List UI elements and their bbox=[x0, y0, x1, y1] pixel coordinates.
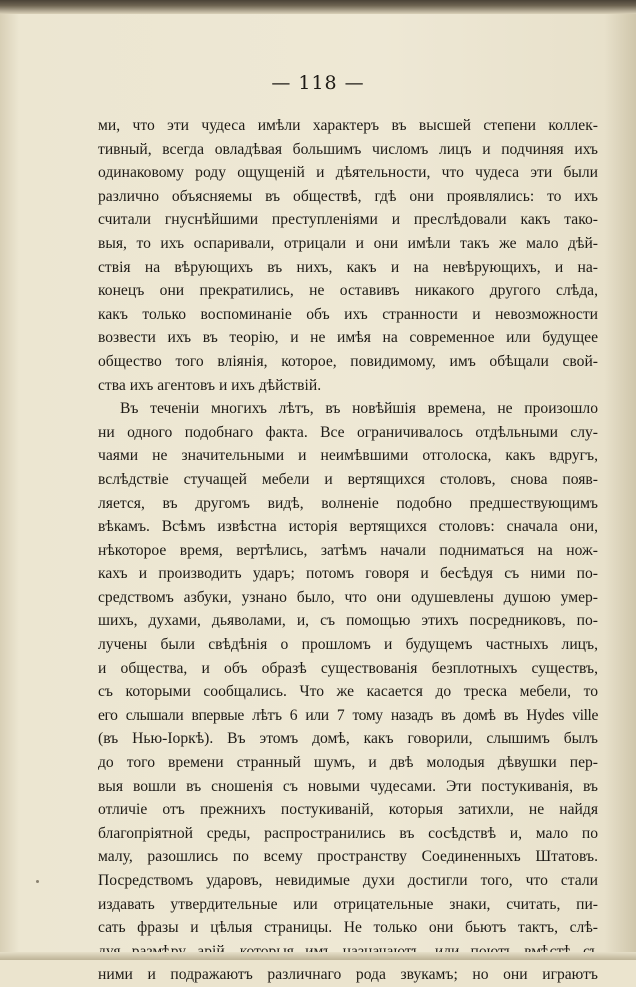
text-line: его слышали впервые лѣтъ 6 или 7 тому назадъ въ домѣ въ Hydes ville bbox=[98, 706, 598, 724]
text-line: ства ихъ агентовъ и ихъ дѣйствій. bbox=[98, 376, 322, 394]
text-line: шихъ, духами, дьяволами, и, съ помощью этихъ посредниковъ, по- bbox=[98, 612, 598, 630]
text-line: вслѣдствіе стучащей мебели и вертящихся столовъ, снова появ- bbox=[98, 470, 598, 488]
text-line: лучены были свѣдѣнія о прошломъ и будущемъ частныхъ лицъ, bbox=[98, 636, 598, 654]
text-line: до того времени странный шумъ, и двѣ молодыя дѣвушки пер- bbox=[98, 754, 598, 772]
text-line: конецъ они прекратились, не оставивъ никакого другого слѣда, bbox=[98, 282, 598, 300]
text-line: различно объясняемы въ обществѣ, гдѣ они проявлялись: то ихъ bbox=[98, 187, 598, 205]
text-line: ними и подражаютъ различнаго рода звукамъ; но они играютъ bbox=[98, 966, 598, 984]
text-line: чаями не значительными и неимѣвшими отголоска, какъ вдругъ, bbox=[98, 447, 598, 465]
text-line: ствія на вѣрующихъ въ нихъ, какъ и на невѣрующихъ, и на- bbox=[98, 258, 598, 276]
text-line: выя вошли въ сношенія съ новыми чудесами. Эти постукиванія, въ bbox=[98, 777, 598, 795]
page-bottom-edge bbox=[0, 952, 636, 960]
text-line: кахъ и производить ударъ; потомъ говоря и бесѣдуя съ ними по- bbox=[98, 565, 598, 583]
text-line: и общества, и объ образѣ существованія безплотныхъ существъ, bbox=[98, 659, 598, 677]
text-line: сать фразы и цѣлыя страницы. Не только они бьютъ тактъ, слѣ- bbox=[98, 919, 598, 937]
body-text bbox=[98, 114, 598, 987]
text-line: возвести ихъ въ теорію, и не имѣя на современное или будущее bbox=[98, 329, 598, 347]
text-line: выя, то ихъ оспаривали, отрицали и они имѣли такъ же мало дѣй- bbox=[98, 234, 598, 252]
text-line: тивный, всегда овладѣвая большимъ числомъ лицъ и подчиняя ихъ bbox=[98, 140, 598, 158]
text-line: съ которыми сообщались. Что же касается до треска мебели, то bbox=[98, 683, 598, 701]
text-line: ляется, въ другомъ видѣ, волненіе подобно предшествующимъ bbox=[98, 494, 598, 512]
text-line: ни одного подобнаго факта. Все ограничивалось отдѣльными слу- bbox=[98, 423, 598, 441]
page-number: — 118 — bbox=[271, 72, 365, 94]
text-line: нѣкоторое время, вертѣлись, затѣмъ начали подниматься на нож- bbox=[98, 541, 598, 559]
paragraph-start-line: Въ теченіи многихъ лѣтъ, въ новѣйшія времена, не произошло bbox=[120, 400, 598, 418]
text-line: издавать утвердительные или отрицательные знаки, считать, пи- bbox=[98, 895, 598, 913]
margin-speck bbox=[36, 880, 39, 883]
text-line: считали гнуснѣйшими преступленіями и преслѣдовали какъ тако- bbox=[98, 211, 598, 229]
text-line: Посредствомъ ударовъ, невидимые духи достигли того, что стали bbox=[98, 872, 598, 889]
text-line: одинаковому роду ощущеній и дѣятельности, что чудеса эти были bbox=[98, 164, 598, 182]
text-line: малу, разошлись по всему пространству Соединенныхъ Штатовъ. bbox=[98, 848, 598, 866]
text-line: средствомъ азбуки, узнано было, что они одушевлены душою умер- bbox=[98, 588, 598, 606]
text-line: вѣкамъ. Всѣмъ извѣстна исторія вертящихся столовъ: сначала они, bbox=[98, 518, 598, 536]
text-line: отличіе отъ прежнихъ постукиваній, которыя затихли, не найдя bbox=[98, 801, 598, 819]
page-top-shadow bbox=[0, 0, 636, 14]
text-line: общество того вліянія, которое, повидимому, имъ обѣщали свой- bbox=[98, 352, 598, 370]
text-line: какъ только воспоминаніе объ ихъ странности и невозможности bbox=[98, 305, 598, 323]
text-line: (въ Нью-Іоркѣ). Въ этомъ домѣ, какъ говорили, слышимъ былъ bbox=[98, 730, 598, 748]
text-line: ми, что эти чудеса имѣли характеръ въ высшей степени коллек- bbox=[98, 117, 598, 134]
text-line: благопріятной среды, распространились въ сосѣдствѣ и, мало по bbox=[98, 824, 598, 842]
